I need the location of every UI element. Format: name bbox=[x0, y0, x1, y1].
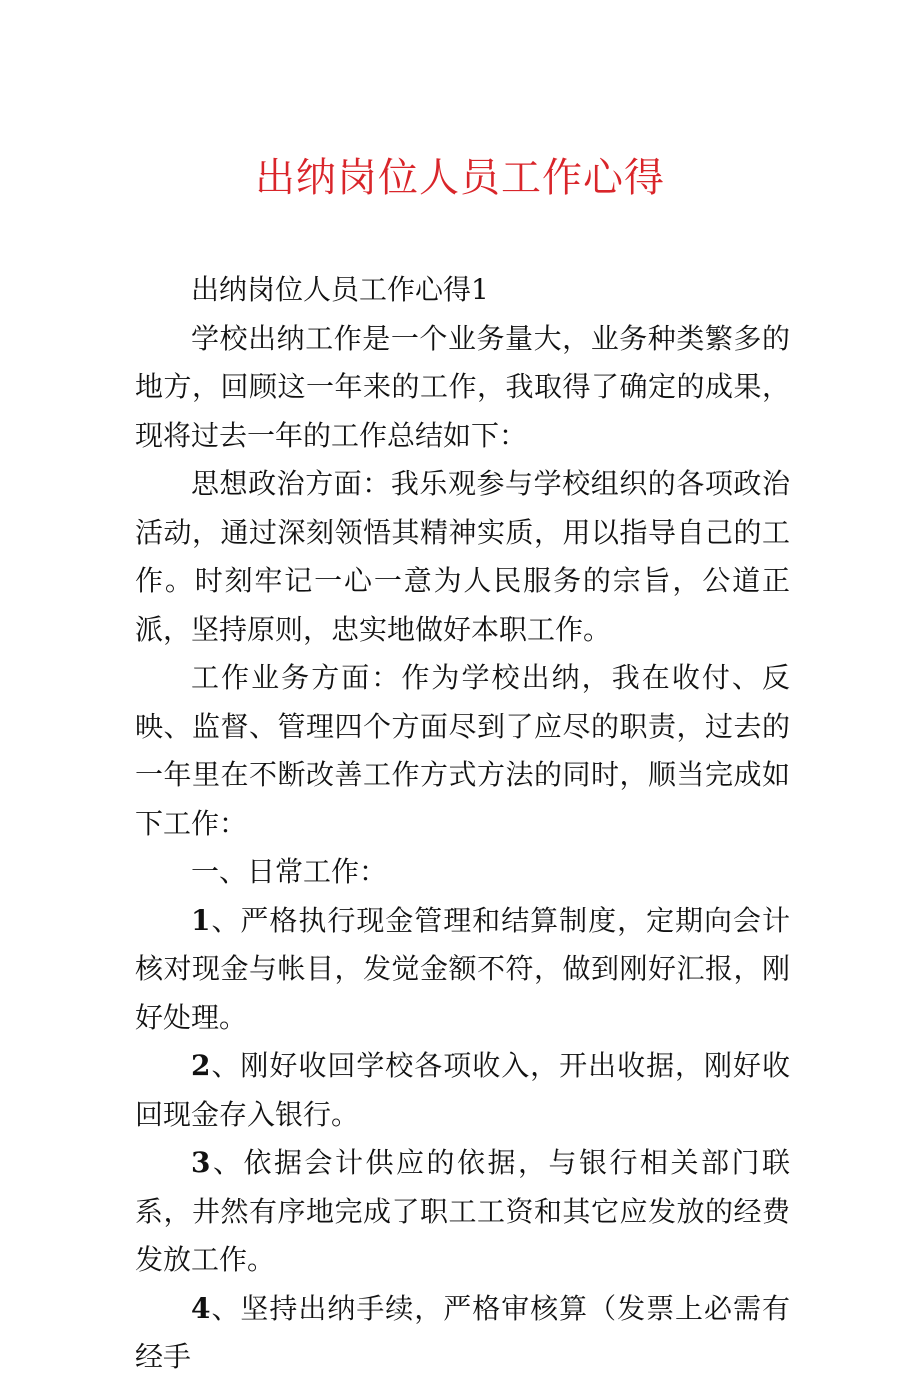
paragraph bbox=[135, 460, 790, 654]
paragraph bbox=[135, 315, 790, 461]
paragraph-text: 、刚好收回学校各项收入，开出收据，刚好收回现金存入银行。 bbox=[135, 1049, 790, 1131]
list-item bbox=[135, 1139, 790, 1285]
paragraph-text: 思想政治方面：我乐观参与学校组织的各项政治活动，通过深刻领悟其精神实质，用以指导自己的工作。时刻牢记一心一意为人民服务的宗旨，公道正派，坚持原则，忠实地做好本职工作。 bbox=[135, 467, 790, 646]
list-item-number: 1 bbox=[191, 903, 211, 937]
paragraph-heading bbox=[135, 266, 790, 315]
paragraph-text: 一、日常工作： bbox=[191, 855, 388, 888]
paragraph bbox=[135, 654, 790, 848]
list-item bbox=[135, 1285, 790, 1382]
paragraph-text: 工作业务方面：作为学校出纳，我在收付、反映、监督、管理四个方面尽到了应尽的职责，过去的一年里在不断改善工作方式方法的同时，顺当完成如下工作： bbox=[135, 661, 790, 840]
paragraph-text: 、坚持出纳手续，严格审核算（发票上必需有经手 bbox=[135, 1291, 790, 1373]
list-item-number: 3 bbox=[191, 1146, 211, 1179]
list-item bbox=[135, 1042, 790, 1139]
list-item-number: 2 bbox=[191, 1049, 211, 1082]
list-item bbox=[135, 897, 790, 1043]
paragraph-text: 出纳岗位人员工作心得1 bbox=[191, 273, 489, 306]
document-body bbox=[135, 266, 790, 1382]
document-title: 出纳岗位人员工作心得 bbox=[255, 155, 665, 201]
paragraph-text: 、严格执行现金管理和结算制度，定期向会计核对现金与帐目，发觉金额不符，做到刚好汇报，刚好处理。 bbox=[135, 903, 790, 1034]
paragraph-text: 、依据会计供应的依据，与银行相关部门联系，井然有序地完成了职工工资和其它应发放的经费发放工作。 bbox=[135, 1146, 790, 1276]
list-item-number: 4 bbox=[191, 1291, 211, 1325]
paragraph-text: 学校出纳工作是一个业务量大，业务种类繁多的地方，回顾这一年来的工作，我取得了确定的成果，现将过去一年的工作总结如下： bbox=[135, 321, 790, 452]
section-heading bbox=[135, 848, 790, 897]
